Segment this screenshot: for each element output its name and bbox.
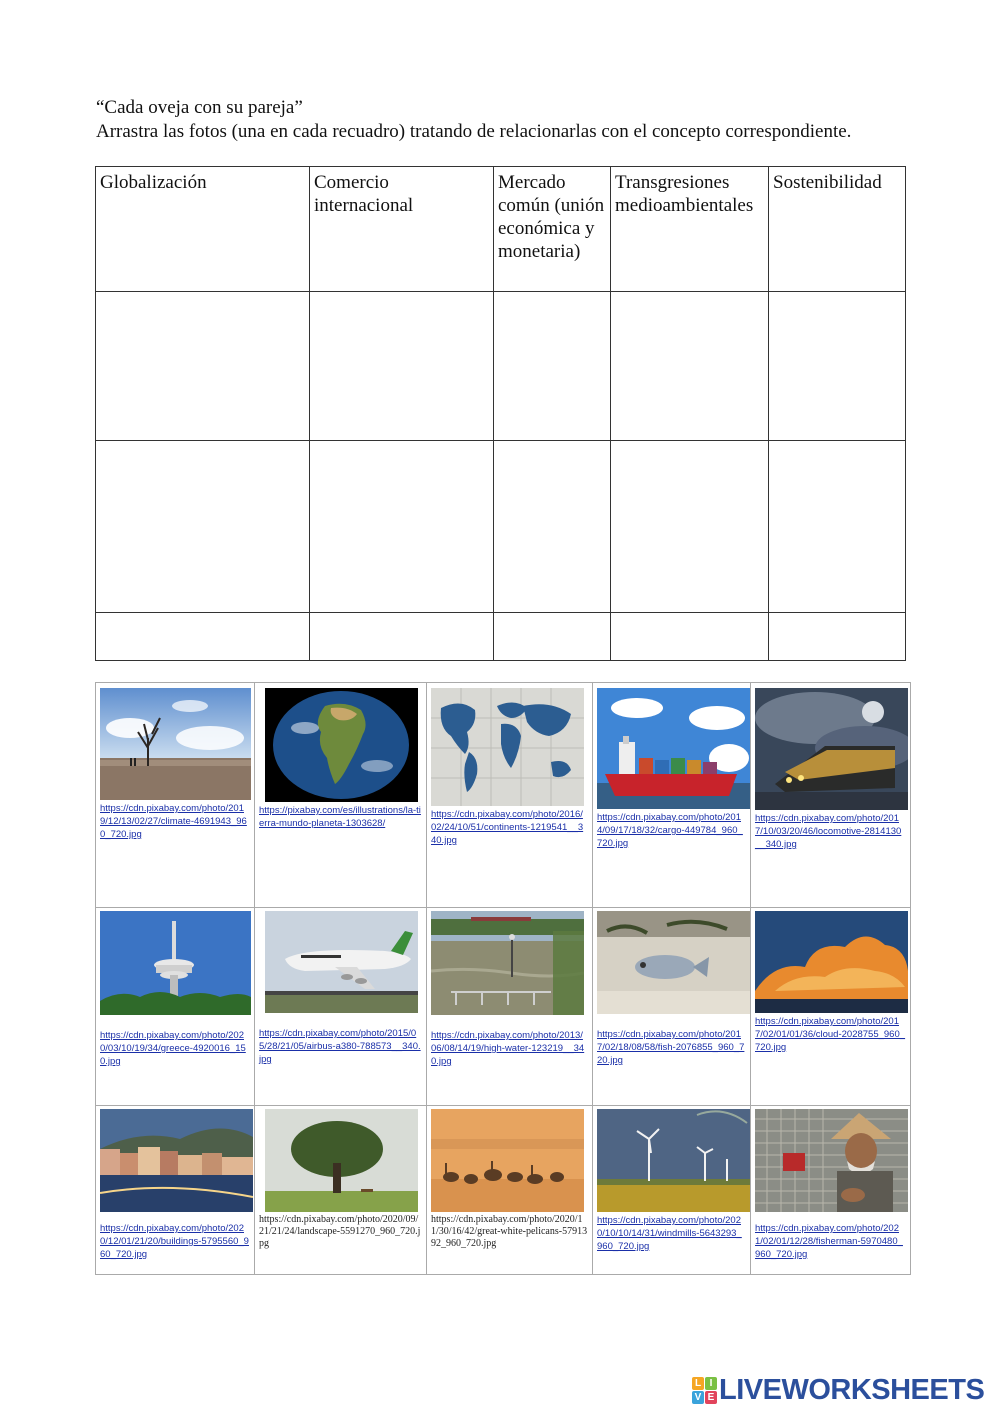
- cargo-ship-photo[interactable]: [597, 688, 750, 809]
- drop-zone[interactable]: [310, 292, 494, 441]
- photo-card[interactable]: [96, 683, 255, 908]
- photo-caption[interactable]: https://cdn.pixabay.com/photo/2021/02/01/12/28/fisherman-5970480_960_720.jpg: [755, 1223, 903, 1260]
- concept-header-transgresiones: Transgresiones medioambientales: [611, 167, 769, 292]
- flood-photo[interactable]: [431, 911, 584, 1015]
- photo-caption[interactable]: https://cdn.pixabay.com/photo/2020/11/30/16/42/great-white-pelicans-5791392_960_720.jpg: [431, 1214, 588, 1249]
- concept-header-comercio: Comercio internacional: [310, 167, 494, 292]
- photo-card[interactable]: [427, 683, 593, 908]
- drop-zone[interactable]: [310, 441, 494, 613]
- photo-card[interactable]: [96, 1106, 255, 1275]
- photo-bank: [95, 682, 911, 1275]
- photo-caption[interactable]: https://cdn.pixabay.com/photo/2017/02/01/01/36/cloud-2028755_960_720.jpg: [755, 1016, 906, 1053]
- drop-zone[interactable]: [611, 613, 769, 661]
- harbor-buildings-photo[interactable]: [100, 1109, 253, 1212]
- worksheet-title: “Cada oveja con su pareja”: [96, 97, 303, 118]
- world-map-puzzle-photo[interactable]: [431, 688, 584, 806]
- photo-caption[interactable]: https://cdn.pixabay.com/photo/2016/02/24/10/51/continents-1219541__340.jpg: [431, 809, 584, 846]
- locomotive-photo[interactable]: [755, 688, 908, 810]
- dead-fish-photo[interactable]: [597, 911, 750, 1014]
- liveworksheets-logo-text: LIVEWORKSHEETS: [719, 1373, 985, 1406]
- lone-tree-photo[interactable]: [265, 1109, 418, 1212]
- concept-header-row: [96, 167, 906, 292]
- barren-tree-photo[interactable]: [100, 688, 251, 800]
- drop-zone[interactable]: [611, 441, 769, 613]
- concept-header-mercado: Mercado común (unión económica y monetaria): [494, 167, 611, 292]
- photo-caption[interactable]: https://cdn.pixabay.com/photo/2015/05/28/21/05/airbus-a380-788573__340.jpg: [259, 1028, 421, 1065]
- drop-zone[interactable]: [769, 613, 906, 661]
- worksheet-instructions: Arrastra las fotos (una en cada recuadro) tratando de relacionarlas con el concepto correspondiente.: [96, 121, 852, 142]
- photo-caption[interactable]: https://cdn.pixabay.com/photo/2020/09/21/21/24/landscape-5591270_960_720.jpg: [259, 1214, 421, 1249]
- photo-card[interactable]: [255, 908, 427, 1106]
- photo-row: [96, 1106, 911, 1275]
- orange-cloud-photo[interactable]: [755, 911, 908, 1013]
- photo-caption[interactable]: https://pixabay.com/es/illustrations/la-tierra-mundo-planeta-1303628/: [259, 805, 421, 829]
- drop-zone[interactable]: [96, 613, 310, 661]
- airplane-photo[interactable]: [265, 911, 418, 1013]
- drop-zone[interactable]: [769, 292, 906, 441]
- windmills-photo[interactable]: [597, 1109, 750, 1212]
- pelicans-photo[interactable]: [431, 1109, 584, 1212]
- concept-table: [95, 166, 906, 661]
- photo-card[interactable]: [255, 1106, 427, 1275]
- drop-zone[interactable]: [494, 613, 611, 661]
- photo-card[interactable]: [593, 1106, 751, 1275]
- photo-card[interactable]: [427, 1106, 593, 1275]
- logo-letter: E: [705, 1391, 717, 1404]
- photo-card[interactable]: [751, 683, 911, 908]
- drop-row: [96, 441, 906, 613]
- concept-header-globalizacion: Globalización: [96, 167, 310, 292]
- drop-zone[interactable]: [769, 441, 906, 613]
- drop-row: [96, 292, 906, 441]
- photo-caption[interactable]: https://cdn.pixabay.com/photo/2017/02/18/08/58/fish-2076855_960_720.jpg: [597, 1029, 745, 1066]
- logo-letter: V: [692, 1391, 704, 1404]
- photo-card[interactable]: [751, 1106, 911, 1275]
- photo-row: [96, 683, 911, 908]
- drop-zone[interactable]: [96, 441, 310, 613]
- drop-zone[interactable]: [611, 292, 769, 441]
- photo-card[interactable]: [593, 908, 751, 1106]
- photo-caption[interactable]: https://cdn.pixabay.com/photo/2020/12/01/21/20/buildings-5795560_960_720.jpg: [100, 1223, 249, 1260]
- photo-card[interactable]: [593, 683, 751, 908]
- drop-zone[interactable]: [494, 441, 611, 613]
- photo-caption[interactable]: https://cdn.pixabay.com/photo/2019/12/13/02/27/climate-4691943_960_720.jpg: [100, 803, 247, 840]
- earth-globe-photo[interactable]: [265, 688, 418, 802]
- photo-caption[interactable]: https://cdn.pixabay.com/photo/2020/03/10/19/34/greece-4920016_150.jpg: [100, 1030, 246, 1067]
- logo-letter: L: [692, 1377, 704, 1390]
- photo-caption[interactable]: https://cdn.pixabay.com/photo/2013/06/08/14/19/high-water-123219__340.jpg: [431, 1030, 585, 1067]
- drop-row: [96, 613, 906, 661]
- liveworksheets-logo: [692, 1374, 984, 1406]
- photo-caption[interactable]: https://cdn.pixabay.com/photo/2014/09/17/18/32/cargo-449784_960_720.jpg: [597, 812, 743, 849]
- photo-row: [96, 908, 911, 1106]
- photo-card[interactable]: [427, 908, 593, 1106]
- logo-letter: I: [705, 1377, 717, 1390]
- photo-card[interactable]: [96, 908, 255, 1106]
- photo-caption[interactable]: https://cdn.pixabay.com/photo/2020/10/10/14/31/windmills-5643293_960_720.jpg: [597, 1215, 742, 1252]
- liveworksheets-logo-mark: [692, 1377, 716, 1403]
- drop-zone[interactable]: [96, 292, 310, 441]
- fisherman-photo[interactable]: [755, 1109, 908, 1212]
- photo-caption[interactable]: https://cdn.pixabay.com/photo/2017/10/03/20/46/locomotive-2814130__340.jpg: [755, 813, 902, 850]
- photo-card[interactable]: [255, 683, 427, 908]
- drop-zone[interactable]: [310, 613, 494, 661]
- telecom-tower-photo[interactable]: [100, 911, 251, 1015]
- photo-card[interactable]: [751, 908, 911, 1106]
- drop-zone[interactable]: [494, 292, 611, 441]
- concept-header-sostenibilidad: Sostenibilidad: [769, 167, 906, 292]
